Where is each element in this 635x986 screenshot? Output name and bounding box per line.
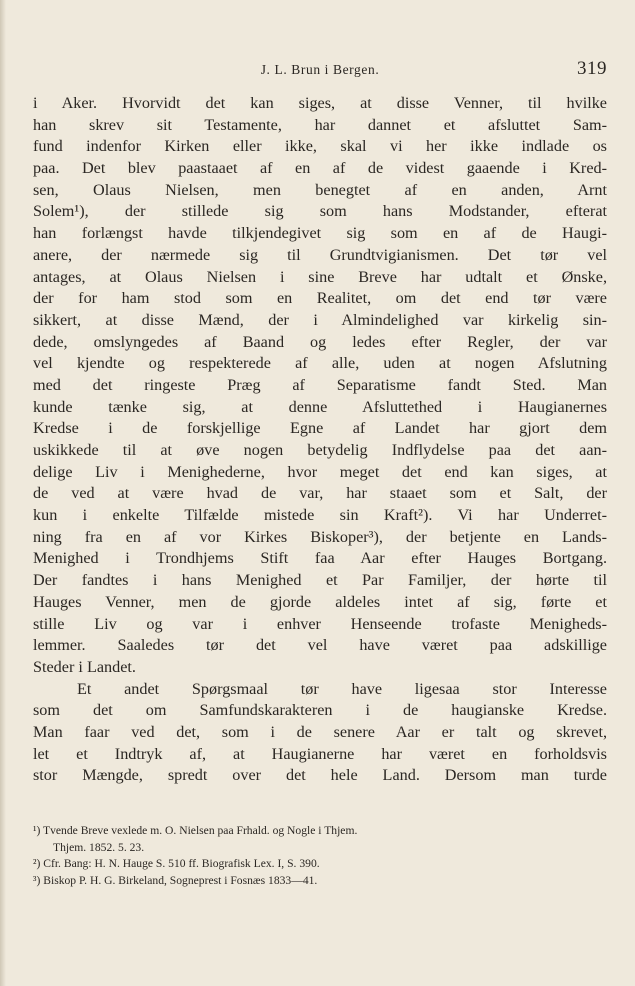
text-line: der for ham stod som en Realitet, om det end tør være — [33, 289, 607, 308]
footnote-1: ¹) Tvende Breve vexlede m. O. Nielsen paa Frhald. og Nogle i Thjem. — [33, 824, 358, 837]
text-line: han forlængst havde tilkjendegivet sig som en af de Haugi- — [33, 224, 607, 243]
text-line: ning fra en af vor Kirkes Biskoper³), der betjente en Lands- — [33, 527, 607, 546]
text-line: stor Mængde, spredt over det hele Land. Dersom man turde — [33, 766, 607, 785]
text-line: uskikkede til at øve nogen betydelig Indflydelse paa det aan- — [33, 441, 607, 459]
footnote-3: ³) Biskop P. H. G. Birkeland, Sogneprest i Fosnæs 1833—41. — [33, 873, 318, 887]
text-line: Menighed i Trondhjems Stift faa Aar efter Hauges Bortgang. — [33, 549, 607, 568]
text-line: de ved at være hvad de var, har staaet som et Salt, der — [33, 484, 607, 503]
footnotes — [33, 823, 607, 889]
page-binding-edge — [0, 0, 6, 986]
text-line: i Aker. Hvorvidt det kan siges, at disse Venner, til hvilke — [33, 94, 607, 112]
text-line: som det om Samfundskarakteren i de haugianske Kredse. — [33, 701, 607, 720]
text-line: Hauges Venner, men de gjorde aldeles intet af sig, førte et — [33, 592, 607, 611]
text-line: stille Liv og var i enhver Henseende trofaste Menigheds- — [33, 614, 607, 633]
text-line: Man faar ved det, som i de senere Aar er talt og skrevet, — [33, 722, 607, 741]
text-line: antages, at Olaus Nielsen i sine Breve har udtalt et Ønske, — [33, 267, 607, 286]
footnote-1-continuation: Thjem. 1852. 5. 23. — [53, 840, 145, 854]
page-number: 319 — [577, 58, 607, 79]
running-head: J. L. Brun i Bergen. — [260, 62, 380, 77]
footnote-2: ²) Cfr. Bang: H. N. Hauge S. 510 ff. Biografisk Lex. I, S. 390. — [33, 857, 320, 871]
text-line: sikkert, at disse Mænd, der i Almindelighed var kirkelig sin- — [33, 310, 607, 329]
text-line: kun i enkelte Tilfælde mistede sin Kraft²). Vi har Underret- — [33, 506, 607, 525]
text-line: Et andet Spørgsmaal tør have ligesaa stor Interesse — [77, 679, 607, 698]
text-line: paa. Det blev paastaaet af en af de videst gaaende i Kred- — [33, 159, 607, 178]
page-header — [33, 58, 607, 84]
text-line: Der fandtes i hans Menighed et Par Familjer, der hørte til — [33, 571, 607, 590]
text-line: vel kjendte og respekterede af alle, uden at nogen Afslutning — [33, 354, 607, 373]
text-line: med det ringeste Præg af Separatisme fandt Sted. Man — [33, 375, 607, 394]
text-line: dede, omslyngedes af Baand og ledes efter Regler, der var — [33, 332, 607, 351]
text-line: Steder i Landet. — [33, 657, 136, 676]
text-line: han skrev sit Testamente, har dannet et afsluttet Sam- — [33, 115, 607, 134]
text-line: kunde tænke sig, at denne Afsluttethed i Haugianernes — [33, 397, 607, 416]
text-line: lemmer. Saaledes tør det vel have været paa adskillige — [33, 636, 607, 655]
text-line: sen, Olaus Nielsen, men benegtet af en anden, Arnt — [33, 180, 607, 199]
text-line: Kredse i de forskjellige Egne af Landet har gjort dem — [33, 419, 607, 438]
text-line: delige Liv i Menighederne, hvor meget det end kan siges, at — [33, 462, 607, 481]
body-text — [33, 93, 607, 787]
text-line: fund indenfor Kirken eller ikke, skal vi her ikke indlade os — [33, 137, 607, 156]
text-line: anere, der nærmede sig til Grundtvigianismen. Det tør vel — [33, 245, 607, 264]
text-line: Solem¹), der stillede sig som hans Modstander, efterat — [33, 202, 607, 221]
text-line: let et Indtryk af, at Haugianerne har været en forholdsvis — [33, 744, 607, 763]
